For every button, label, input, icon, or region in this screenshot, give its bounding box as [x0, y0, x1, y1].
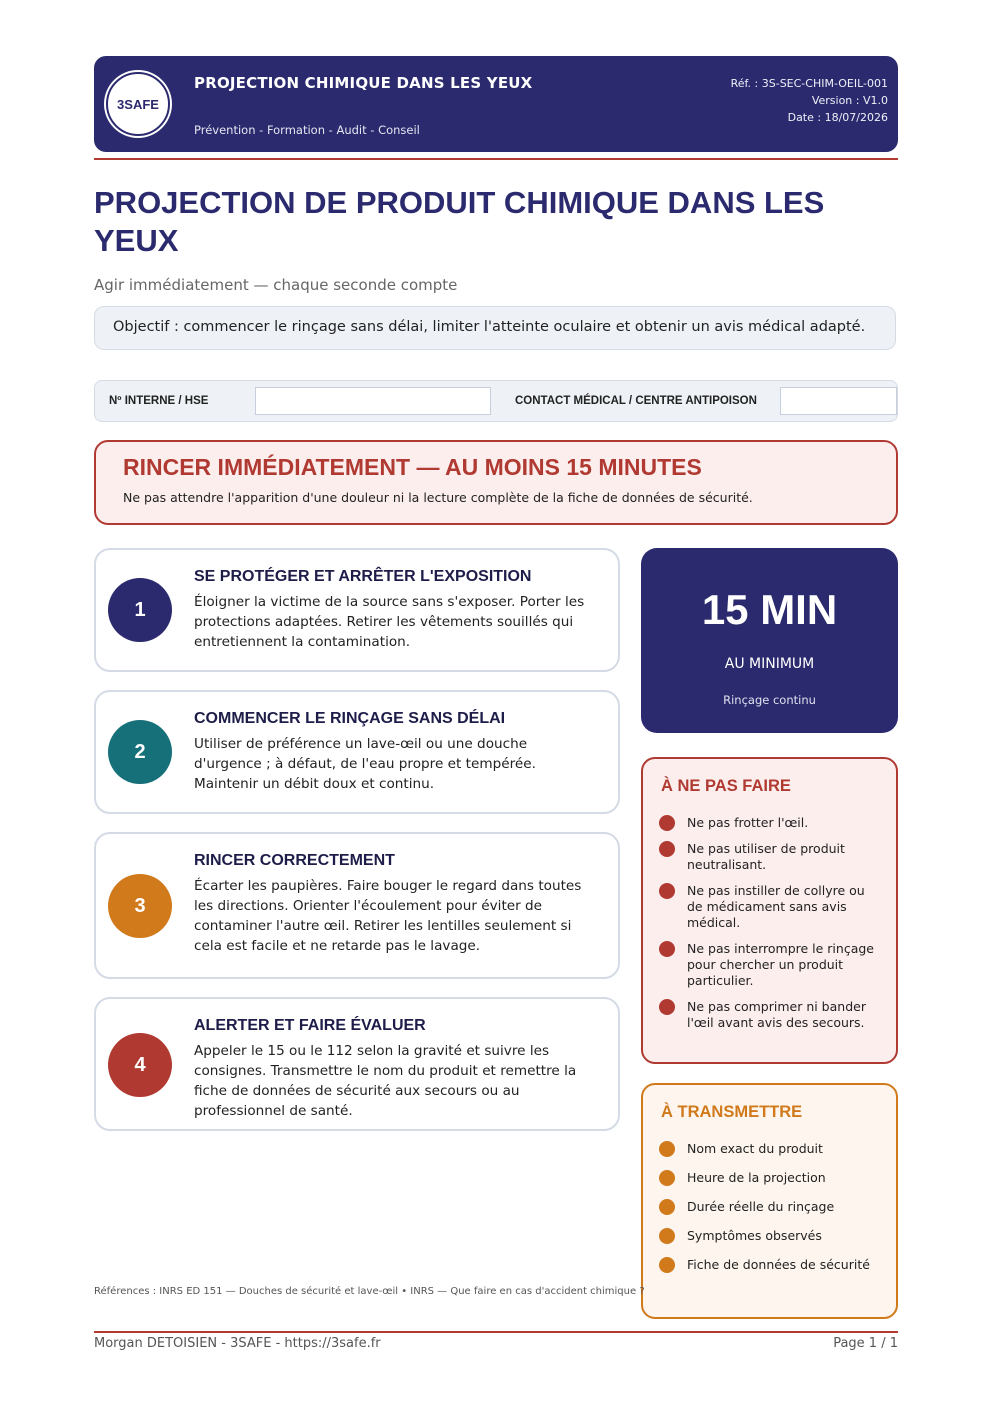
bullet-icon — [659, 1170, 675, 1186]
header-tagline: Prévention - Formation - Audit - Conseil — [194, 123, 420, 137]
document-version: Version : V1.0 — [811, 94, 888, 107]
do-not-do-list — [659, 815, 883, 1041]
step-number-badge: 4 — [108, 1033, 172, 1097]
list-item — [659, 841, 883, 873]
bullet-icon — [659, 941, 675, 957]
list-item-text: Ne pas frotter l'œil. — [687, 815, 809, 830]
internal-contact-label: Nº INTERNE / HSE — [109, 395, 209, 407]
step-number-badge: 3 — [108, 874, 172, 938]
bullet-icon — [659, 815, 675, 831]
list-item — [659, 999, 883, 1031]
bullet-icon — [659, 1199, 675, 1215]
list-item-text: Fiche de données de sécurité — [687, 1257, 870, 1272]
list-item-text: Ne pas interrompre le rinçage pour chercher un produit particulier. — [687, 941, 874, 988]
page-number: Page 1 / 1 — [833, 1336, 898, 1351]
document-header — [94, 56, 898, 152]
to-transmit-list — [659, 1141, 883, 1286]
references: Références : INRS ED 151 — Douches de sécurité et lave-œil • INRS — Que faire en cas d'accident chimique ? — [94, 1286, 645, 1297]
list-item — [659, 815, 883, 831]
header-title: PROJECTION CHIMIQUE DANS LES YEUX — [194, 74, 533, 92]
bullet-icon — [659, 1228, 675, 1244]
medical-contact-label: CONTACT MÉDICAL / CENTRE ANTIPOISON — [515, 395, 757, 407]
step-text: Écarter les paupières. Faire bouger le regard dans toutes les directions. Orienter l'écoulement pour éviter de contaminer l'autre œil. Retirer les lentilles seulement si cela est facile et ne retarde pas le lavage. — [194, 878, 582, 954]
page-title: PROJECTION DE PRODUIT CHIMIQUE DANS LES YEUX — [94, 185, 825, 258]
list-item-text: Ne pas utiliser de produit neutralisant. — [687, 841, 845, 872]
footer-author: Morgan DETOISIEN - 3SAFE - https://3safe.fr — [94, 1336, 381, 1351]
step-card-3 — [94, 832, 620, 979]
minimum-duration-note: Rinçage continu — [723, 693, 816, 707]
do-not-do-box — [641, 757, 898, 1064]
minimum-duration-box — [641, 548, 898, 733]
list-item-text: Ne pas comprimer ni bander l'œil avant avis des secours. — [687, 999, 866, 1030]
logo-text: 3SAFE — [106, 72, 170, 136]
list-item-text: Nom exact du produit — [687, 1141, 823, 1156]
internal-contact-field[interactable] — [255, 387, 491, 415]
step-text: Appeler le 15 ou le 112 selon la gravité et suivre les consignes. Transmettre le nom du produit et remettre la fiche de données de sécurité aux secours ou au professionnel de santé. — [194, 1043, 577, 1119]
step-card-1 — [94, 548, 620, 672]
objective-box: Objectif : commencer le rinçage sans délai, limiter l'atteinte oculaire et obtenir un avis médical adapté. — [94, 306, 896, 350]
alert-title: RINCER IMMÉDIATEMENT — AU MOINS 15 MINUTES — [123, 454, 702, 480]
list-item-text: Symptômes observés — [687, 1228, 822, 1243]
company-logo — [104, 70, 172, 138]
page-subtitle: Agir immédiatement — chaque seconde compte — [94, 276, 458, 294]
step-title: ALERTER ET FAIRE ÉVALUER — [194, 1017, 426, 1034]
minimum-duration-label: AU MINIMUM — [724, 656, 815, 672]
list-item — [659, 1199, 883, 1215]
footer-divider — [94, 1331, 898, 1333]
list-item — [659, 1228, 883, 1244]
list-item-text: Heure de la projection — [687, 1170, 826, 1185]
bullet-icon — [659, 999, 675, 1015]
document-meta — [731, 75, 888, 126]
step-title: SE PROTÉGER ET ARRÊTER L'EXPOSITION — [194, 568, 532, 585]
alert-text: Ne pas attendre l'apparition d'une douleur ni la lecture complète de la fiche de données de sécurité. — [123, 490, 753, 505]
step-title: RINCER CORRECTEMENT — [194, 852, 395, 869]
list-item — [659, 1257, 883, 1273]
bullet-icon — [659, 1257, 675, 1273]
bullet-icon — [659, 841, 675, 857]
step-text: Utiliser de préférence un lave-œil ou une douche d'urgence ; à défaut, de l'eau propre et tempérée. Maintenir un débit doux et continu. — [194, 736, 536, 792]
header-divider — [94, 158, 898, 160]
list-item — [659, 941, 883, 989]
step-number-badge: 1 — [108, 578, 172, 642]
list-item-text: Ne pas instiller de collyre ou de médicament sans avis médical. — [687, 883, 865, 930]
step-title: COMMENCER LE RINÇAGE SANS DÉLAI — [194, 710, 506, 727]
list-item-text: Durée réelle du rinçage — [687, 1199, 835, 1214]
medical-contact-field[interactable] — [780, 387, 897, 415]
contact-fields — [94, 380, 898, 422]
list-item — [659, 1141, 883, 1157]
bullet-icon — [659, 883, 675, 899]
bullet-icon — [659, 1141, 675, 1157]
document-date: Date : 18/07/2026 — [787, 111, 888, 124]
list-item — [659, 1170, 883, 1186]
step-card-4 — [94, 997, 620, 1131]
do-not-do-title: À NE PAS FAIRE — [661, 777, 791, 795]
list-item — [659, 883, 883, 931]
to-transmit-title: À TRANSMETTRE — [661, 1103, 803, 1121]
step-text: Éloigner la victime de la source sans s'exposer. Porter les protections adaptées. Retirer les vêtements souillés qui entretiennent la contamination. — [194, 594, 585, 650]
step-card-2 — [94, 690, 620, 814]
to-transmit-box — [641, 1083, 898, 1319]
minimum-duration-value: 15 MIN — [701, 586, 838, 633]
step-number-badge: 2 — [108, 720, 172, 784]
document-reference: Réf. : 3S-SEC-CHIM-OEIL-001 — [730, 77, 888, 90]
rinse-alert — [94, 440, 898, 525]
